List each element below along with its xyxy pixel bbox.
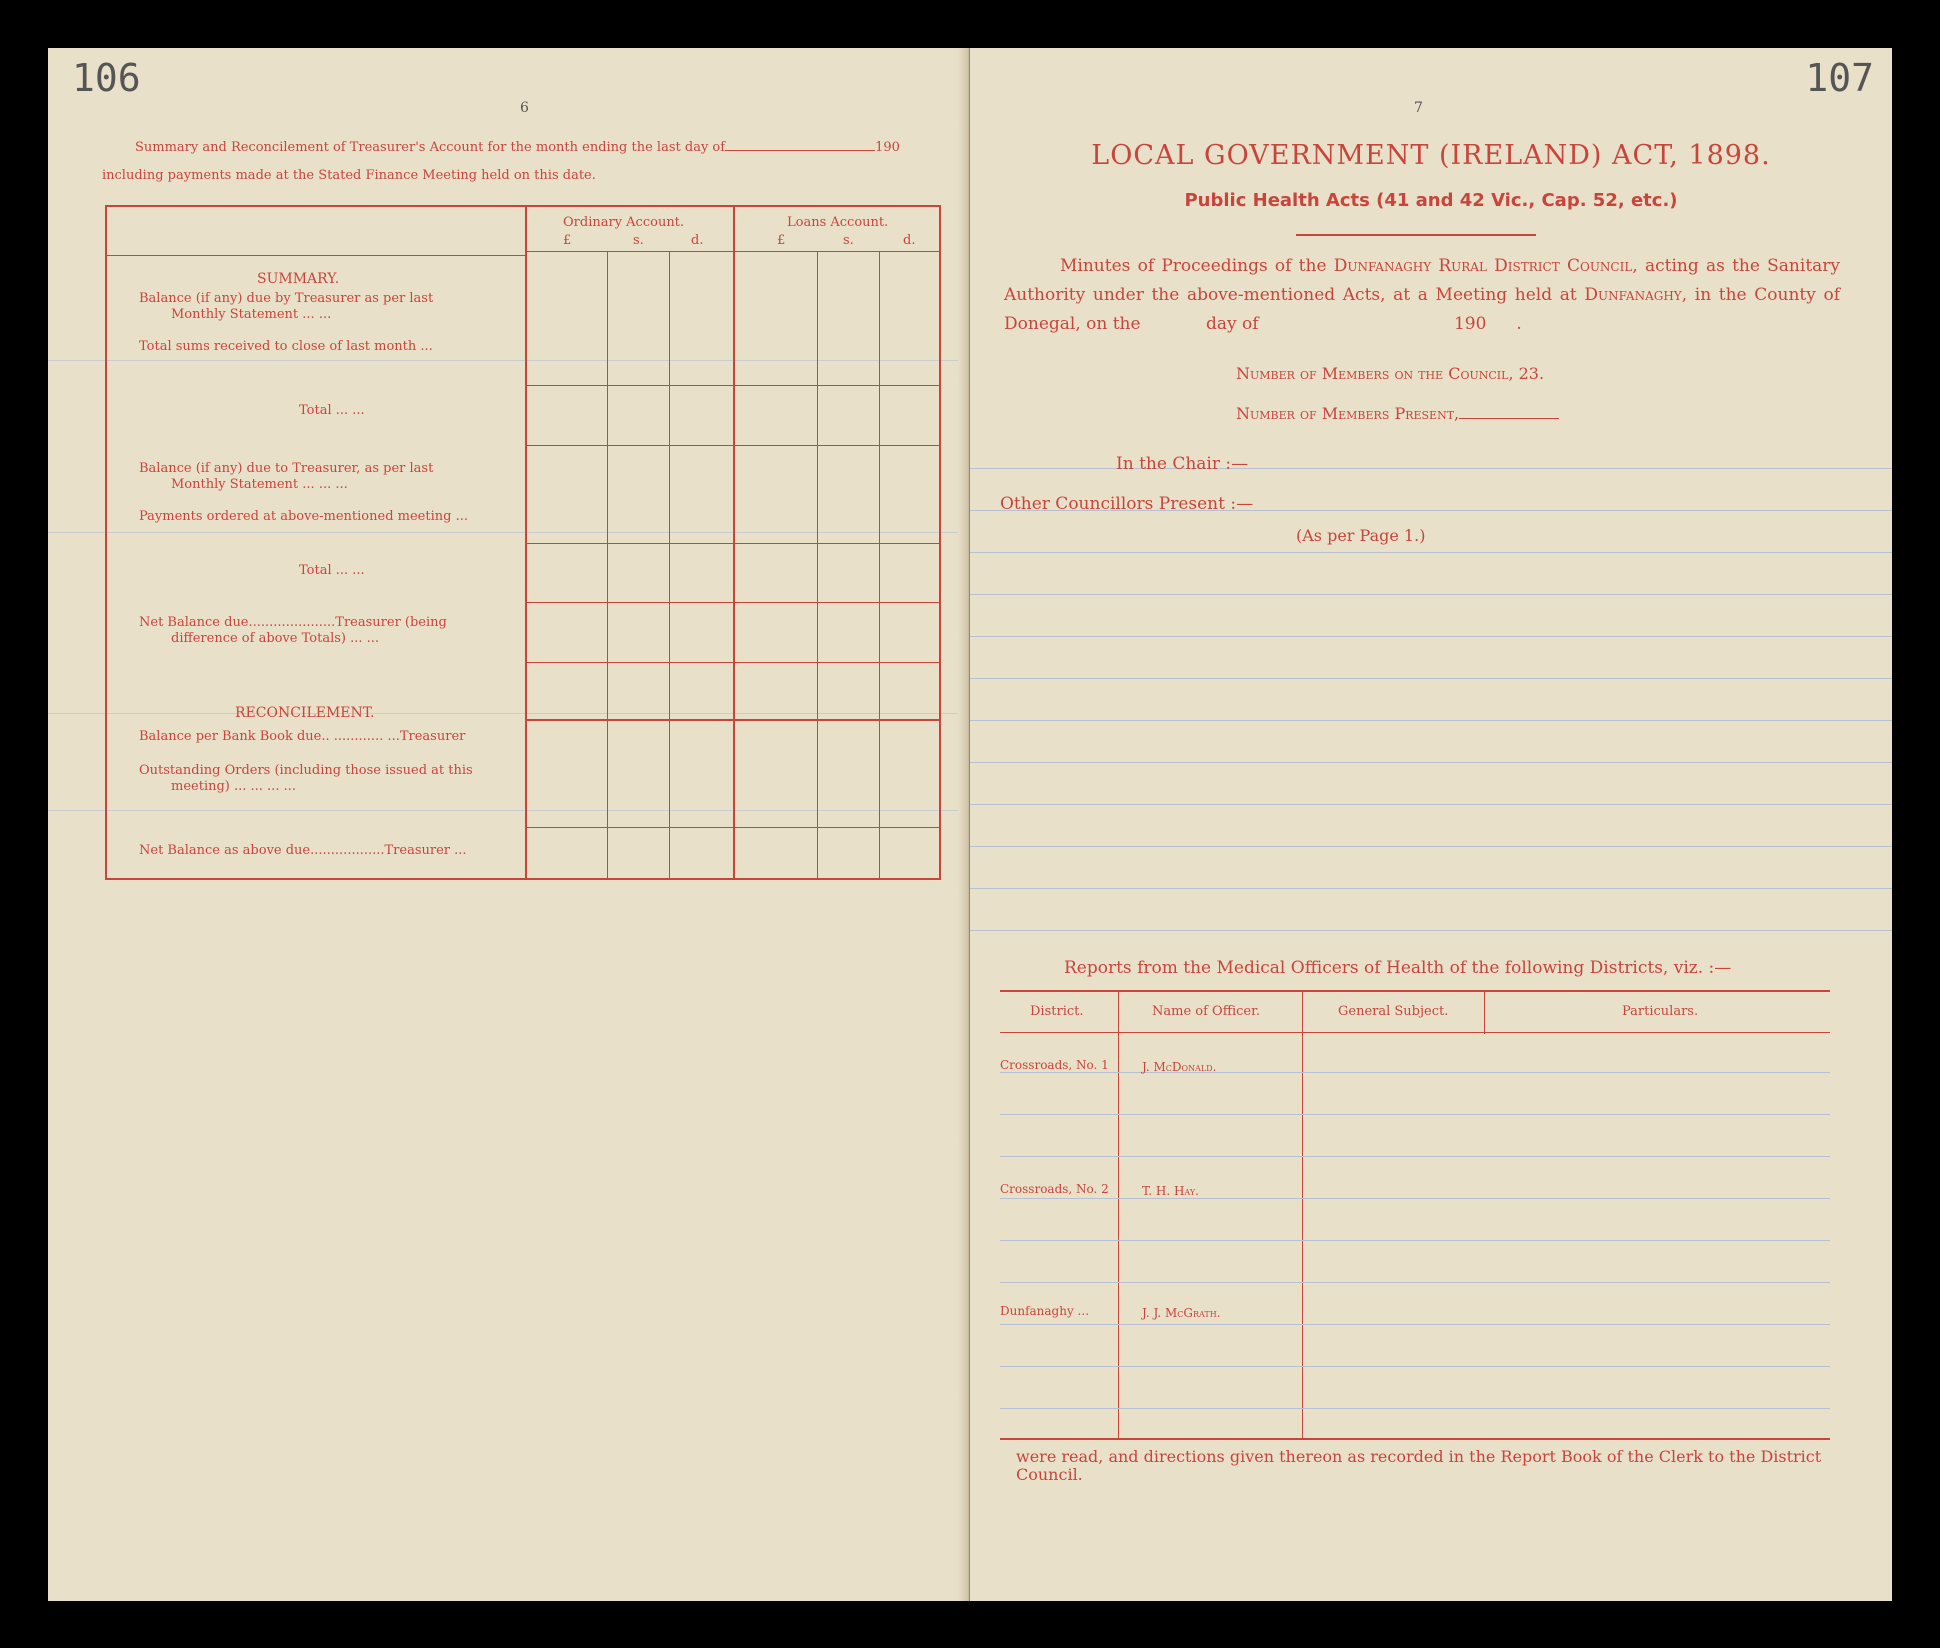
folio-number: 107 [1805, 56, 1874, 100]
as-per-page: (As per Page 1.) [1296, 526, 1426, 545]
reports-table [1000, 990, 1830, 1440]
currency-col-pence: d. [691, 233, 704, 248]
page-number: 6 [520, 100, 529, 116]
report-officer: J. J. McGrath. [1142, 1306, 1221, 1320]
currency-col-pence-loans: d. [903, 233, 916, 248]
summary-heading: SUMMARY. [257, 271, 340, 287]
report-officer: J. McDonald. [1142, 1060, 1217, 1074]
summary-row: Balance (if any) due to Treasurer, as per last Monthly Statement ... ... ... [139, 461, 434, 492]
intro-line-1: Summary and Reconcilement of Treasurer's Account for the month ending the last day of 190 [135, 140, 900, 155]
reconcilement-row: Net Balance as above due..................Treasurer ... [139, 843, 467, 858]
ordinary-account-header: Ordinary Account. [563, 215, 685, 230]
reconcilement-row: Outstanding Orders (including those issued at this meeting) ... ... ... ... [139, 763, 473, 794]
other-councillors: Other Councillors Present :— [1000, 494, 1254, 514]
reconcilement-heading: RECONCILEMENT. [235, 705, 375, 721]
reconcilement-row: Balance per Bank Book due.. ............ ...Treasurer [139, 729, 466, 744]
summary-row: Net Balance due.....................Treasurer (being difference of above Totals) ... ... [139, 615, 447, 646]
subtitle: Public Health Acts (41 and 42 Vic., Cap. 52, etc.) [1184, 190, 1678, 211]
summary-row: Balance (if any) due by Treasurer as per last Monthly Statement ... ... [139, 291, 434, 322]
summary-row: Payments ordered at above-mentioned meeting ... [139, 509, 468, 524]
currency-col-shillings: s. [633, 233, 644, 248]
report-district: Crossroads, No. 1 [1000, 1058, 1109, 1072]
currency-col-shillings-loans: s. [843, 233, 854, 248]
col-district: District. [1030, 1004, 1084, 1019]
folio-number: 106 [72, 56, 141, 100]
summary-row: Total ... ... [299, 403, 365, 418]
act-title: LOCAL GOVERNMENT (IRELAND) ACT, 1898. [1091, 140, 1771, 171]
currency-col-pounds-loans: £ [777, 233, 786, 248]
report-district: Crossroads, No. 2 [1000, 1182, 1109, 1196]
intro-line-2: including payments made at the Stated Finance Meeting held on this date. [102, 168, 596, 183]
left-page [48, 48, 970, 1601]
right-page [970, 48, 1892, 1601]
members-on-council: Number of Members on the Council, 23. [1236, 364, 1545, 383]
in-the-chair: In the Chair :— [1116, 454, 1249, 474]
reports-heading: Reports from the Medical Officers of Health of the following Districts, viz. :— [1064, 958, 1732, 978]
members-present: Number of Members Present, [1236, 404, 1559, 423]
summary-row: Total sums received to close of last month ... [139, 339, 433, 354]
col-subject: General Subject. [1338, 1004, 1449, 1019]
col-officer: Name of Officer. [1152, 1004, 1260, 1019]
footer-note: were read, and directions given thereon as recorded in the Report Book of the Clerk to the District Council. [1016, 1447, 1822, 1484]
minutes-paragraph: Minutes of Proceedings of the Dunfanaghy Rural District Council, acting as the Sanitary Authority under the above-mentioned Acts, at a Meeting held at Dunfanaghy, in the County of Donegal, on the day of 190 . [1004, 256, 1841, 334]
report-district: Dunfanaghy ... [1000, 1304, 1090, 1318]
summary-row: Total ... ... [299, 563, 365, 578]
report-officer: T. H. Hay. [1142, 1184, 1199, 1198]
loans-account-header: Loans Account. [787, 215, 889, 230]
col-particulars: Particulars. [1622, 1004, 1699, 1019]
treasurer-account-table [105, 205, 941, 880]
page-number: 7 [1414, 100, 1423, 116]
currency-col-pounds: £ [563, 233, 572, 248]
